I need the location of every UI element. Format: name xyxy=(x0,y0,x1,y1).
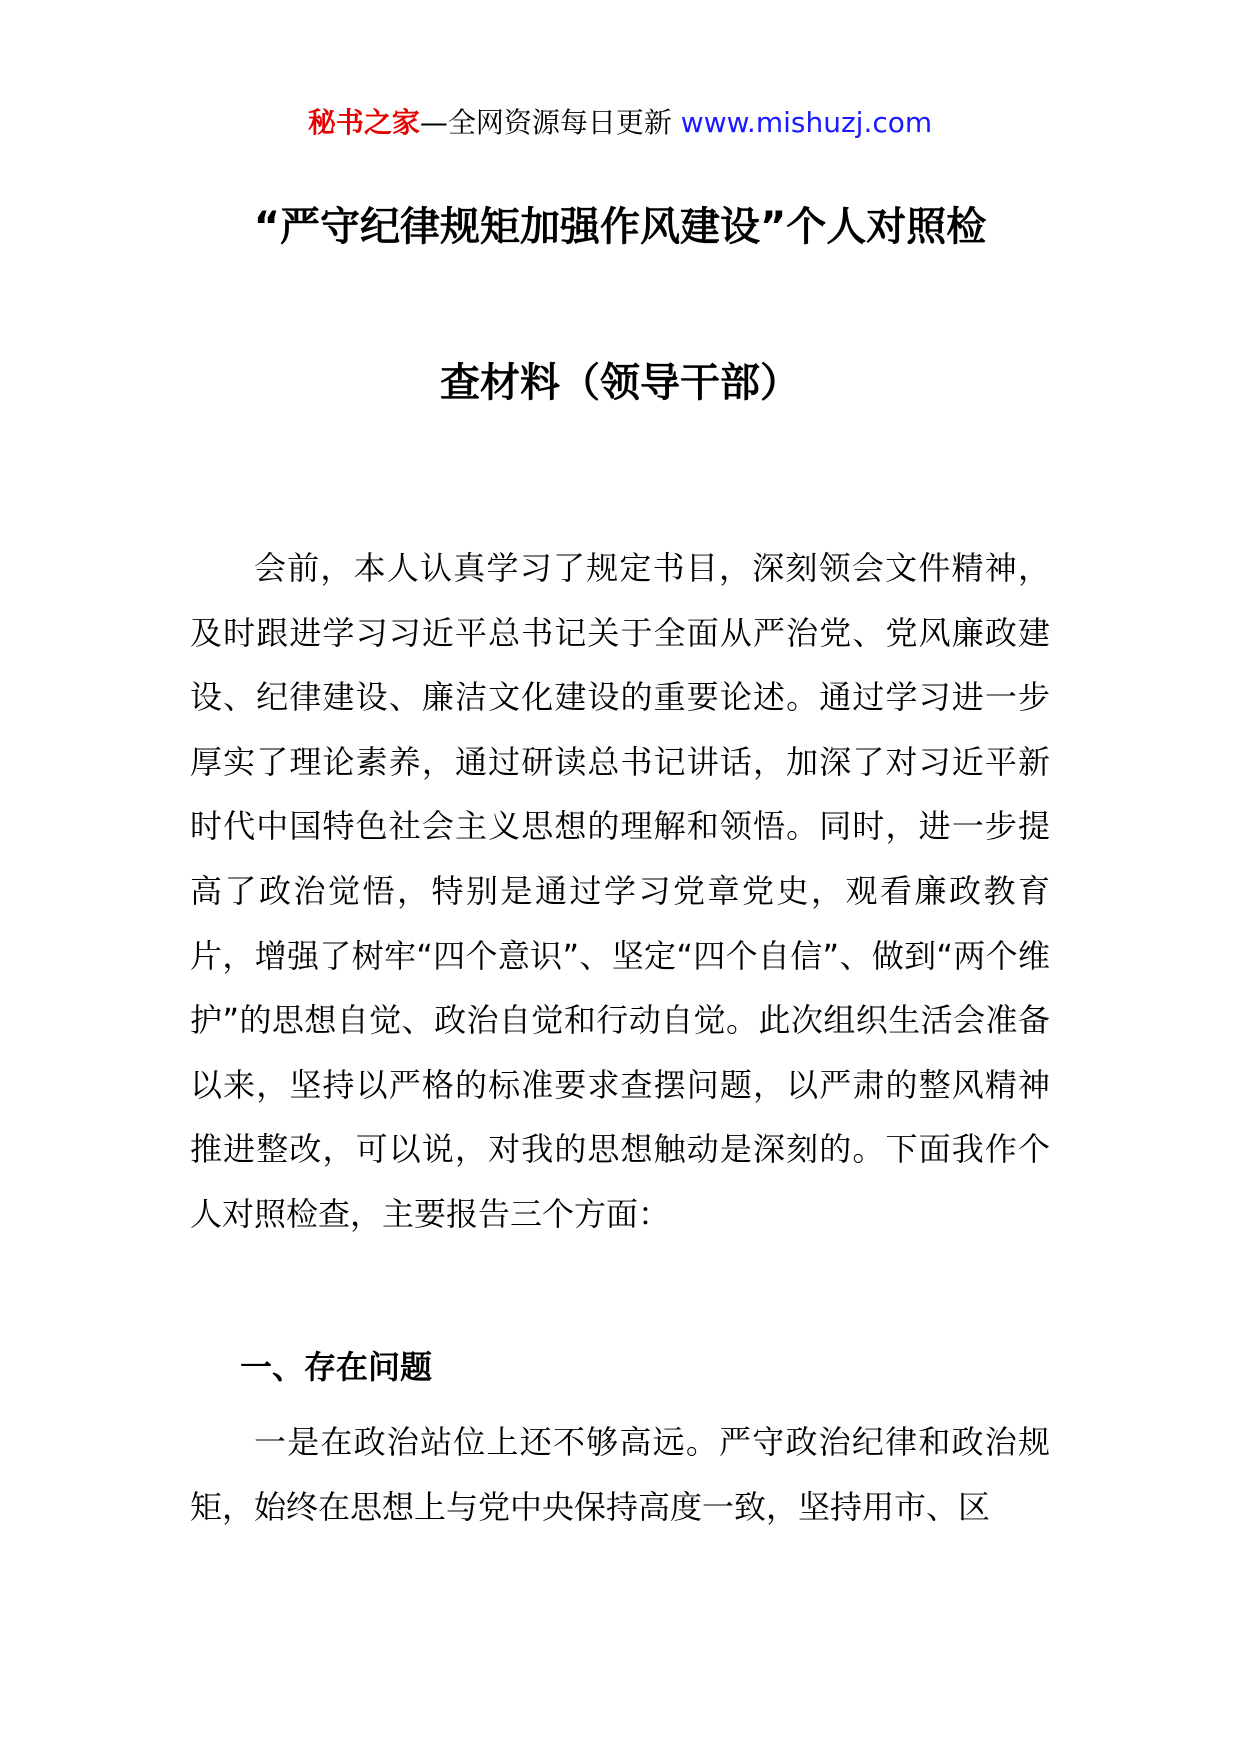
site-header xyxy=(0,103,1240,143)
intro-paragraph: 会前，本人认真学习了规定书目，深刻领会文件精神，及时跟进学习习近平总书记关于全面从严治党、党风廉政建设、纪律建设、廉洁文化建设的重要论述。通过学习进一步厚实了理论素养，通过研读总书记讲话，加深了对习近平新时代中国特色社会主义思想的理解和领悟。同时，进一步提高了政治觉悟，特别是通过学习党章党史，观看廉政教育片，增强了树牢“四个意识”、坚定“四个自信”、做到“两个维护”的思想自觉、政治自觉和行动自觉。此次组织生活会准备以来，坚持以严格的标准要求查摆问题，以严肃的整风精神推进整改，可以说，对我的思想触动是深刻的。下面我作个人对照检查，主要报告三个方面： xyxy=(190,549,1050,1233)
header-slogan: —全网资源每日更新 xyxy=(419,106,672,139)
document-title-line-1: “严守纪律规矩加强作风建设”个人对照检 xyxy=(253,204,987,250)
document-title-line-2: 查材料（领导干部） xyxy=(440,360,800,406)
section-heading: 一、存在问题 xyxy=(240,1348,433,1386)
site-url-link[interactable]: www.mishuzj.com xyxy=(680,106,933,139)
brand-name: 秘书之家 xyxy=(307,106,420,139)
section-paragraph: 一是在政治站位上还不够高远。严守政治纪律和政治规矩，始终在思想上与党中央保持高度一致，坚持用市、区 xyxy=(190,1423,1050,1526)
